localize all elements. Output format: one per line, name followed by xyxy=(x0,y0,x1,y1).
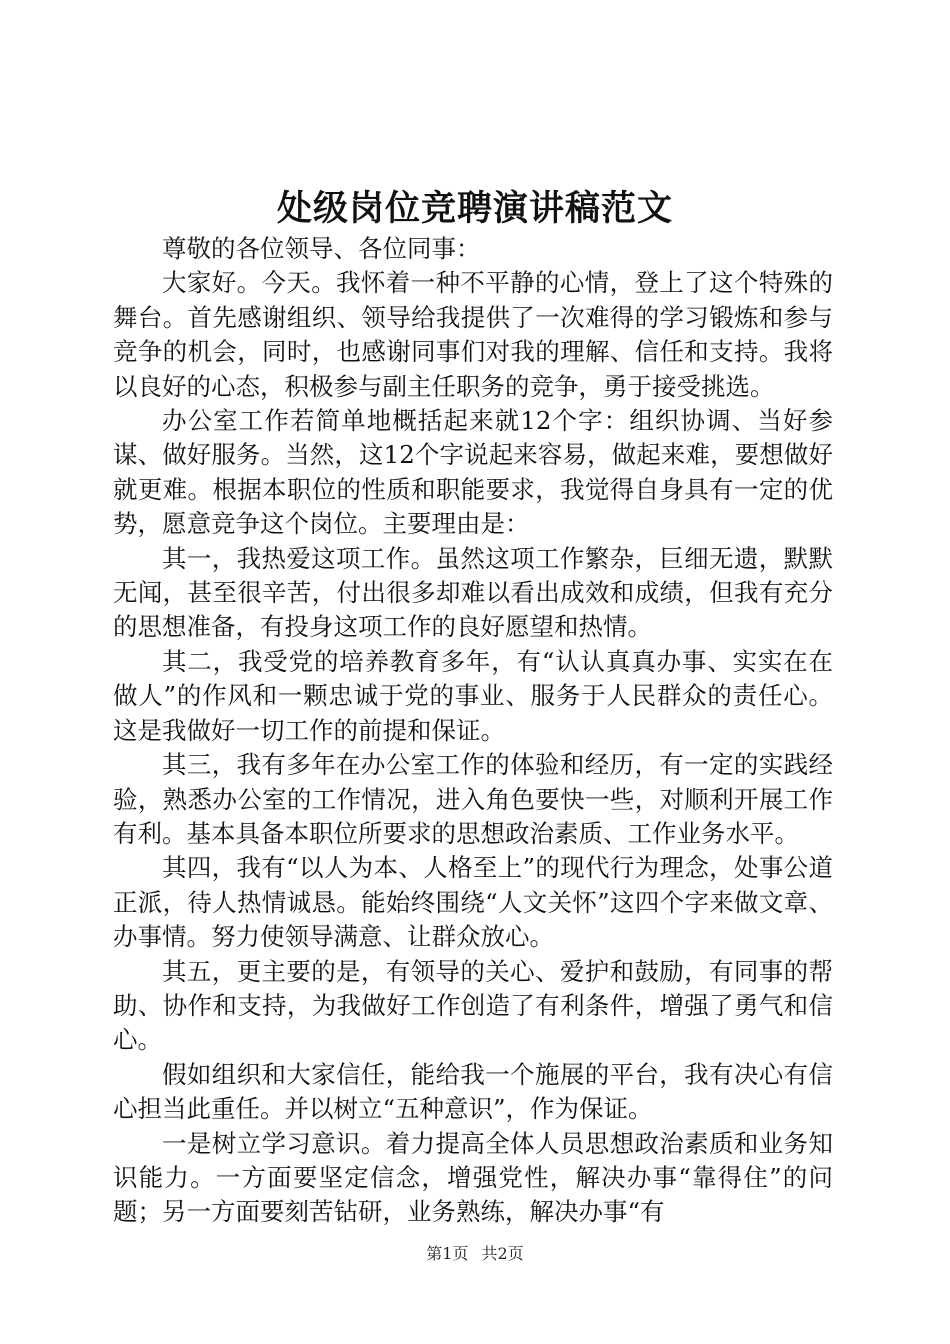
paragraph-reason-5: 其五，更主要的是，有领导的关心、爱护和鼓励，有同事的帮助、协作和支持，为我做好工作创造了有利条件，增强了勇气和信心。 xyxy=(113,956,833,1055)
paragraph-office-work: 办公室工作若简单地概括起来就12个字：组织协调、当好参谋、做好服务。当然，这12个字说起来容易，做起来难，要想做好就更难。根据本职位的性质和职能要求，我觉得自身具有一定的优势，愿意竞争这个岗位。主要理由是： xyxy=(113,406,833,539)
paragraph-commitment: 假如组织和大家信任，能给我一个施展的平台，我有决心有信心担当此重任。并以树立“五种意识”，作为保证。 xyxy=(113,1059,833,1124)
paragraph-learning-awareness: 一是树立学习意识。着力提高全体人员思想政治素质和业务知识能力。一方面要坚定信念，增强党性，解决办事“靠得住”的问题；另一方面要刻苦钻研，业务熟练，解决办事“有 xyxy=(113,1128,833,1227)
salutation: 尊敬的各位领导、各位同事： xyxy=(162,234,481,263)
page-number: 第1页 xyxy=(426,1244,469,1263)
page-footer xyxy=(0,1244,950,1264)
page-total: 共2页 xyxy=(481,1244,524,1263)
document-body xyxy=(113,232,833,1230)
paragraph-greeting: 大家好。今天。我怀着一种不平静的心情，登上了这个特殊的舞台。首先感谢组织、领导给我提供了一次难得的学习锻炼和参与竞争的机会，同时，也感谢同事们对我的理解、信任和支持。我将以良好的心态，积极参与副主任职务的竞争，勇于接受挑选。 xyxy=(113,268,833,401)
paragraph-reason-2: 其二，我受党的培养教育多年，有“认认真真办事、实实在在做人”的作风和一颗忠诚于党的事业、服务于人民群众的责任心。这是我做好一切工作的前提和保证。 xyxy=(113,646,833,745)
paragraph-reason-1: 其一，我热爱这项工作。虽然这项工作繁杂，巨细无遗，默默无闻，甚至很辛苦，付出很多却难以看出成效和成绩，但我有充分的思想准备，有投身这项工作的良好愿望和热情。 xyxy=(113,543,833,642)
document-title: 处级岗位竞聘演讲稿范文 xyxy=(276,188,673,229)
paragraph-reason-4: 其四，我有“以人为本、人格至上”的现代行为理念，处事公道正派，待人热情诚恳。能始终围绕“人文关怀”这四个字来做文章、办事情。努力使领导满意、让群众放心。 xyxy=(113,853,833,952)
paragraph-reason-3: 其三，我有多年在办公室工作的体验和经历，有一定的实践经验，熟悉办公室的工作情况，进入角色要快一些，对顺利开展工作有利。基本具备本职位所要求的思想政治素质、工作业务水平。 xyxy=(113,750,833,848)
